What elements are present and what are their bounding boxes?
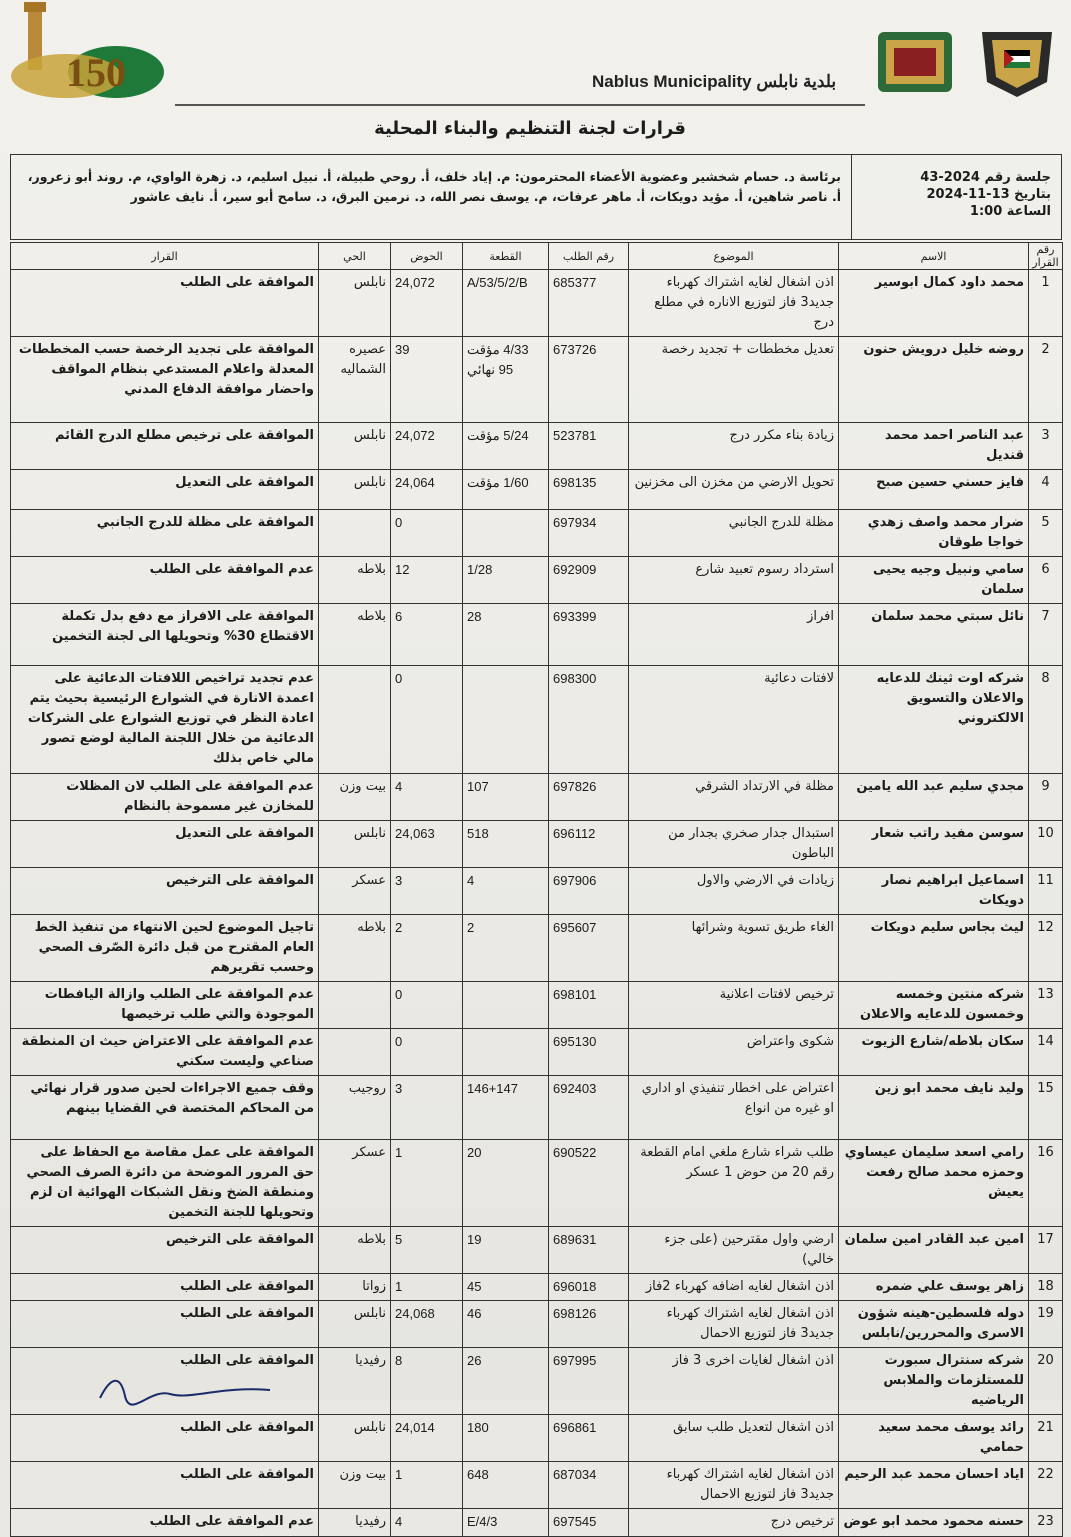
decision-text-cell: عدم الموافقة على الطلب bbox=[11, 1509, 319, 1537]
basin-number-cell: 24,014 bbox=[391, 1415, 463, 1462]
basin-number-cell: 1 bbox=[391, 1274, 463, 1301]
district-cell: عصيره الشماليه bbox=[319, 337, 391, 423]
request-number-cell: 693399 bbox=[549, 604, 629, 666]
plot-number-cell: 28 bbox=[463, 604, 549, 666]
request-number-cell: 697934 bbox=[549, 510, 629, 557]
basin-number-cell: 0 bbox=[391, 510, 463, 557]
column-header-decision: القرار bbox=[11, 243, 319, 270]
request-number-cell: 697826 bbox=[549, 774, 629, 821]
district-cell: رفيديا bbox=[319, 1509, 391, 1537]
district-cell: بلاطه bbox=[319, 557, 391, 604]
decision-text-cell: الموافقة على عمل مقاصة مع الحفاظ على حق المرور الموضحة من دائرة الصرف الصحي ومنطقة الضخ ونقل الشبكات الهوائية ان لزم وتحويلها للجنة التخمين bbox=[11, 1140, 319, 1227]
decision-text-cell: عدم الموافقة على الاعتراض حيث ان المنطقة صناعي وليست سكني bbox=[11, 1029, 319, 1076]
request-number-cell: 695607 bbox=[549, 915, 629, 982]
request-number-cell: 685377 bbox=[549, 270, 629, 337]
applicant-name-cell: اسماعيل ابراهيم نصار دويكات bbox=[839, 868, 1029, 915]
subject-cell: لافتات دعائية bbox=[629, 666, 839, 774]
request-number-cell: 698126 bbox=[549, 1301, 629, 1348]
table-row bbox=[11, 774, 1063, 821]
plot-number-cell bbox=[463, 982, 549, 1029]
page-title: قرارات لجنة التنظيم والبناء المحلية bbox=[374, 118, 686, 139]
plot-number-cell: 1/28 bbox=[463, 557, 549, 604]
plot-number-cell: 45 bbox=[463, 1274, 549, 1301]
table-row bbox=[11, 423, 1063, 470]
basin-number-cell: 4 bbox=[391, 1509, 463, 1537]
subject-cell: مظلة في الارتداد الشرقي bbox=[629, 774, 839, 821]
basin-number-cell: 1 bbox=[391, 1140, 463, 1227]
district-cell: بلاطه bbox=[319, 604, 391, 666]
subject-cell: اذن اشغال لغايات اخرى 3 فاز bbox=[629, 1348, 839, 1415]
basin-number-cell: 24,068 bbox=[391, 1301, 463, 1348]
municipality-emblems bbox=[872, 22, 1062, 102]
decision-text-cell: عدم الموافقة على الطلب وازالة اليافطات الموجودة والتي طلب ترخيصها bbox=[11, 982, 319, 1029]
decision-text-cell: الموافقة على الترخيص bbox=[11, 868, 319, 915]
decision-number-cell: 14 bbox=[1029, 1029, 1063, 1076]
applicant-name-cell: روضه خليل درويش حنون bbox=[839, 337, 1029, 423]
request-number-cell: 696861 bbox=[549, 1415, 629, 1462]
column-header-request: رقم الطلب bbox=[549, 243, 629, 270]
decision-number-cell: 16 bbox=[1029, 1140, 1063, 1227]
decision-text-cell: عدم الموافقة على الطلب bbox=[11, 557, 319, 604]
session-number: جلسة رقم 2024-43 bbox=[920, 170, 1051, 185]
subject-cell: اعتراض على اخطار تنفيذي او اداري او غيره من انواع bbox=[629, 1076, 839, 1140]
subject-cell: اذن اشغال لغايه اشتراك كهرباء جديد3 فاز لتوزيع الاحمال bbox=[629, 1301, 839, 1348]
request-number-cell: 696112 bbox=[549, 821, 629, 868]
applicant-name-cell: رامي اسعد سليمان عيساوي وحمزه محمد صالح رفعت يعيش bbox=[839, 1140, 1029, 1227]
table-row bbox=[11, 470, 1063, 510]
column-header-basin: الحوض bbox=[391, 243, 463, 270]
decision-number-cell: 5 bbox=[1029, 510, 1063, 557]
subject-cell: تعديل مخططات + تجديد رخصة bbox=[629, 337, 839, 423]
plot-number-cell: 648 bbox=[463, 1462, 549, 1509]
svg-text:150: 150 bbox=[66, 50, 126, 95]
decision-text-cell: الموافقة على الطلب bbox=[11, 1415, 319, 1462]
district-cell: بلاطه bbox=[319, 915, 391, 982]
request-number-cell: 689631 bbox=[549, 1227, 629, 1274]
applicant-name-cell: عبد الناصر احمد محمد قنديل bbox=[839, 423, 1029, 470]
table-row bbox=[11, 337, 1063, 423]
decision-number-cell: 19 bbox=[1029, 1301, 1063, 1348]
district-cell: نابلس bbox=[319, 423, 391, 470]
header-divider bbox=[175, 104, 865, 106]
district-cell bbox=[319, 982, 391, 1029]
applicant-name-cell: شركه سنترال سبورت للمستلزمات والملابس الرياضيه bbox=[839, 1348, 1029, 1415]
table-row bbox=[11, 270, 1063, 337]
subject-cell: طلب شراء شارع ملغي امام القطعة رقم 20 من حوض 1 عسكر bbox=[629, 1140, 839, 1227]
request-number-cell: 692403 bbox=[549, 1076, 629, 1140]
decision-text-cell: وقف جميع الاجراءات لحين صدور قرار نهائي من المحاكم المختصة في القضايا بينهم bbox=[11, 1076, 319, 1140]
column-header-subject: الموضوع bbox=[629, 243, 839, 270]
district-cell: روجيب bbox=[319, 1076, 391, 1140]
request-number-cell: 697906 bbox=[549, 868, 629, 915]
decision-number-cell: 10 bbox=[1029, 821, 1063, 868]
table-row bbox=[11, 510, 1063, 557]
basin-number-cell: 12 bbox=[391, 557, 463, 604]
decision-text-cell: الموافقة على الطلب bbox=[11, 1301, 319, 1348]
signature-scribble bbox=[90, 1368, 290, 1400]
applicant-name-cell: سكان بلاطه/شارع الزيوت bbox=[839, 1029, 1029, 1076]
applicant-name-cell: محمد داود كمال ابوسير bbox=[839, 270, 1029, 337]
subject-cell: افراز bbox=[629, 604, 839, 666]
table-body bbox=[11, 270, 1063, 1537]
district-cell: نابلس bbox=[319, 470, 391, 510]
decision-number-cell: 3 bbox=[1029, 423, 1063, 470]
plot-number-cell: 146+147 bbox=[463, 1076, 549, 1140]
request-number-cell: 692909 bbox=[549, 557, 629, 604]
plot-number-cell: A/53/5/2/B bbox=[463, 270, 549, 337]
district-cell: بيت وزن bbox=[319, 1462, 391, 1509]
decision-number-cell: 1 bbox=[1029, 270, 1063, 337]
session-members: برئاسة د. حسام شخشير وعضوية الأعضاء المحترمون: م. إياد خلف، أ. روحي طبيلة، أ. نبيل اسليم، د. زهرة الواوي، م. روند أبو زعرور، أ. ناصر شاهين، أ. مؤيد دويكات، أ. ماهر عرفات، م. يوسف نصر الله، د. نرمين البرق، د. سامح أبو سير، أ. نايف عاشور bbox=[27, 169, 841, 204]
decision-number-cell: 21 bbox=[1029, 1415, 1063, 1462]
district-cell: بلاطه bbox=[319, 1227, 391, 1274]
subject-cell: مظلة للدرج الجانبي bbox=[629, 510, 839, 557]
plot-number-cell: 4/33 مؤقت 95 نهائي bbox=[463, 337, 549, 423]
table-row bbox=[11, 1029, 1063, 1076]
request-number-cell: 690522 bbox=[549, 1140, 629, 1227]
request-number-cell: 697545 bbox=[549, 1509, 629, 1537]
applicant-name-cell: ضرار محمد واصف زهدي خواجا طوقان bbox=[839, 510, 1029, 557]
session-date: بتاريخ 13-11-2024 bbox=[926, 187, 1051, 202]
table-row bbox=[11, 868, 1063, 915]
district-cell bbox=[319, 1029, 391, 1076]
decision-text-cell: الموافقة على تجديد الرخصة حسب المخططات المعدلة واعلام المستدعي بنظام المواقف واحضار موافقة الدفاع المدني bbox=[11, 337, 319, 423]
applicant-name-cell: وليد نايف محمد ابو زين bbox=[839, 1076, 1029, 1140]
subject-cell: اذن اشغال لغايه اشتراك كهرباء جديد3 فاز لتوزيع الاناره في مطلع درج bbox=[629, 270, 839, 337]
applicant-name-cell: شركه منتين وخمسه وخمسون للدعايه والاعلان bbox=[839, 982, 1029, 1029]
district-cell: رفيديا bbox=[319, 1348, 391, 1415]
table-row bbox=[11, 1076, 1063, 1140]
decision-text-cell: عدم الموافقة على الطلب لان المظلات للمخازن غير مسموحة بالنظام bbox=[11, 774, 319, 821]
decision-number-cell: 4 bbox=[1029, 470, 1063, 510]
plot-number-cell: 4 bbox=[463, 868, 549, 915]
decision-number-cell: 11 bbox=[1029, 868, 1063, 915]
plot-number-cell: 26 bbox=[463, 1348, 549, 1415]
request-number-cell: 698135 bbox=[549, 470, 629, 510]
plot-number-cell: 5/24 مؤقت bbox=[463, 423, 549, 470]
basin-number-cell: 5 bbox=[391, 1227, 463, 1274]
basin-number-cell: 3 bbox=[391, 868, 463, 915]
table-row bbox=[11, 821, 1063, 868]
plot-number-cell: E/4/3 bbox=[463, 1509, 549, 1537]
basin-number-cell: 8 bbox=[391, 1348, 463, 1415]
decision-number-cell: 18 bbox=[1029, 1274, 1063, 1301]
decision-text-cell: عدم تجديد تراخيص اللافتات الدعائية على اعمدة الانارة في الشوارع الرئيسية بحيث يتم اعادة النظر في توزيع الشوارع على الشركات الدعائية من خلال اللجنة المالية لوضع تصور مالي خاص بذلك bbox=[11, 666, 319, 774]
letterhead bbox=[0, 0, 1071, 110]
plot-number-cell bbox=[463, 666, 549, 774]
plot-number-cell: 1/60 مؤقت bbox=[463, 470, 549, 510]
decision-number-cell: 13 bbox=[1029, 982, 1063, 1029]
decision-number-cell: 8 bbox=[1029, 666, 1063, 774]
decision-text-cell: الموافقة على التعديل bbox=[11, 470, 319, 510]
decision-number-cell: 22 bbox=[1029, 1462, 1063, 1509]
request-number-cell: 698300 bbox=[549, 666, 629, 774]
request-number-cell: 687034 bbox=[549, 1462, 629, 1509]
decision-number-cell: 9 bbox=[1029, 774, 1063, 821]
applicant-name-cell: رائد يوسف محمد سعيد حمامي bbox=[839, 1415, 1029, 1462]
session-time: الساعة 1:00 bbox=[969, 204, 1051, 219]
table-row bbox=[11, 1140, 1063, 1227]
plot-number-cell: 20 bbox=[463, 1140, 549, 1227]
column-header-no: رقم القرار bbox=[1029, 243, 1063, 270]
district-cell: بيت وزن bbox=[319, 774, 391, 821]
district-cell: زواتا bbox=[319, 1274, 391, 1301]
applicant-name-cell: اياد احسان محمد عبد الرحيم bbox=[839, 1462, 1029, 1509]
plot-number-cell: 180 bbox=[463, 1415, 549, 1462]
district-cell bbox=[319, 510, 391, 557]
column-header-name: الاسم bbox=[839, 243, 1029, 270]
table-header-row bbox=[11, 243, 1063, 270]
table-row bbox=[11, 1227, 1063, 1274]
decision-text-cell: الموافقة على الطلب bbox=[11, 1348, 319, 1415]
decision-text-cell: الموافقة على الطلب bbox=[11, 270, 319, 337]
decision-number-cell: 6 bbox=[1029, 557, 1063, 604]
subject-cell: الغاء طريق تسوية وشرائها bbox=[629, 915, 839, 982]
table-row bbox=[11, 915, 1063, 982]
basin-number-cell: 1 bbox=[391, 1462, 463, 1509]
request-number-cell: 695130 bbox=[549, 1029, 629, 1076]
subject-cell: ارضي واول مقترحين (على جزء خالي) bbox=[629, 1227, 839, 1274]
decision-text-cell: الموافقة على الطلب bbox=[11, 1462, 319, 1509]
basin-number-cell: 0 bbox=[391, 1029, 463, 1076]
decision-text-cell: الموافقة على الترخيص bbox=[11, 1227, 319, 1274]
district-cell: نابلس bbox=[319, 1301, 391, 1348]
plot-number-cell: 2 bbox=[463, 915, 549, 982]
table-row bbox=[11, 1509, 1063, 1537]
request-number-cell: 673726 bbox=[549, 337, 629, 423]
column-header-district: الحي bbox=[319, 243, 391, 270]
district-cell bbox=[319, 666, 391, 774]
subject-cell: شكوى واعتراض bbox=[629, 1029, 839, 1076]
table-row bbox=[11, 1274, 1063, 1301]
decision-text-cell: الموافقة على مظلة للدرج الجانبي bbox=[11, 510, 319, 557]
municipality-title: Nablus Municipality بلدية نابلس bbox=[592, 72, 837, 91]
subject-cell: ترخيص درج bbox=[629, 1509, 839, 1537]
applicant-name-cell: سامي ونبيل وجيه يحيى سلمان bbox=[839, 557, 1029, 604]
plot-number-cell: 518 bbox=[463, 821, 549, 868]
basin-number-cell: 24,072 bbox=[391, 423, 463, 470]
applicant-name-cell: مجدي سليم عبد الله يامين bbox=[839, 774, 1029, 821]
basin-number-cell: 24,064 bbox=[391, 470, 463, 510]
subject-cell: اذن اشغال لغايه اشتراك كهرباء جديد3 فاز لتوزيع الاحمال bbox=[629, 1462, 839, 1509]
subject-cell: استبدال جدار صخري بجدار من الباطون bbox=[629, 821, 839, 868]
request-number-cell: 698101 bbox=[549, 982, 629, 1029]
decisions-table bbox=[10, 242, 1063, 1537]
basin-number-cell: 4 bbox=[391, 774, 463, 821]
district-cell: عسكر bbox=[319, 868, 391, 915]
basin-number-cell: 2 bbox=[391, 915, 463, 982]
basin-number-cell: 3 bbox=[391, 1076, 463, 1140]
subject-cell: اذن اشغال لتعديل طلب سابق bbox=[629, 1415, 839, 1462]
table-row bbox=[11, 666, 1063, 774]
anniversary-150-logo bbox=[6, 2, 166, 102]
subject-cell: اذن اشغال لغايه اضافه كهرباء 2فاز bbox=[629, 1274, 839, 1301]
basin-number-cell: 0 bbox=[391, 982, 463, 1029]
decision-text-cell: تاجيل الموضوع لحين الانتهاء من تنفيذ الخط العام المقترح من قبل دائرة الصّرف الصحي وحسب تقريرهم bbox=[11, 915, 319, 982]
applicant-name-cell: زاهر يوسف علي ضمره bbox=[839, 1274, 1029, 1301]
table-row bbox=[11, 557, 1063, 604]
plot-number-cell: 107 bbox=[463, 774, 549, 821]
decision-text-cell: الموافقة على الطلب bbox=[11, 1274, 319, 1301]
basin-number-cell: 24,072 bbox=[391, 270, 463, 337]
plot-number-cell bbox=[463, 1029, 549, 1076]
basin-number-cell: 24,063 bbox=[391, 821, 463, 868]
request-number-cell: 523781 bbox=[549, 423, 629, 470]
applicant-name-cell: دوله فلسطين-هينه شؤون الاسرى والمحررين/نابلس bbox=[839, 1301, 1029, 1348]
plot-number-cell bbox=[463, 510, 549, 557]
decision-text-cell: الموافقة على الافراز مع دفع بدل تكملة الاقتطاع 30% وتحويلها الى لجنة التخمين bbox=[11, 604, 319, 666]
subject-cell: زيادات في الارضي والاول bbox=[629, 868, 839, 915]
plot-number-cell: 19 bbox=[463, 1227, 549, 1274]
applicant-name-cell: امين عبد القادر امين سلمان bbox=[839, 1227, 1029, 1274]
decision-number-cell: 17 bbox=[1029, 1227, 1063, 1274]
decision-number-cell: 2 bbox=[1029, 337, 1063, 423]
table-row bbox=[11, 1462, 1063, 1509]
applicant-name-cell: نائل سبتي محمد سلمان bbox=[839, 604, 1029, 666]
applicant-name-cell: ليث بجاس سليم دويكات bbox=[839, 915, 1029, 982]
session-info-box bbox=[10, 154, 1062, 240]
decision-text-cell: الموافقة على التعديل bbox=[11, 821, 319, 868]
decision-number-cell: 15 bbox=[1029, 1076, 1063, 1140]
table-row bbox=[11, 1415, 1063, 1462]
basin-number-cell: 0 bbox=[391, 666, 463, 774]
subject-cell: تحويل الارضي من مخزن الى مخزنين bbox=[629, 470, 839, 510]
district-cell: نابلس bbox=[319, 1415, 391, 1462]
applicant-name-cell: فايز حسني حسين صبح bbox=[839, 470, 1029, 510]
table-row bbox=[11, 982, 1063, 1029]
decision-text-cell: الموافقة على ترخيص مطلع الدرج القائم bbox=[11, 423, 319, 470]
subject-cell: استرداد رسوم تعبيد شارع bbox=[629, 557, 839, 604]
column-header-plot: القطعة bbox=[463, 243, 549, 270]
basin-number-cell: 39 bbox=[391, 337, 463, 423]
district-cell: عسكر bbox=[319, 1140, 391, 1227]
subject-cell: زيادة بناء مكرر درج bbox=[629, 423, 839, 470]
session-details bbox=[851, 155, 1061, 239]
applicant-name-cell: سوسن مفيد راتب شعار bbox=[839, 821, 1029, 868]
applicant-name-cell: شركه اوت ثينك للدعايه والاعلان والتسويق الالكتروني bbox=[839, 666, 1029, 774]
district-cell: نابلس bbox=[319, 270, 391, 337]
decision-number-cell: 23 bbox=[1029, 1509, 1063, 1537]
decision-number-cell: 20 bbox=[1029, 1348, 1063, 1415]
subject-cell: ترخيص لافتات اعلانية bbox=[629, 982, 839, 1029]
plot-number-cell: 46 bbox=[463, 1301, 549, 1348]
district-cell: نابلس bbox=[319, 821, 391, 868]
decision-number-cell: 12 bbox=[1029, 915, 1063, 982]
table-row bbox=[11, 604, 1063, 666]
decision-number-cell: 7 bbox=[1029, 604, 1063, 666]
table-row bbox=[11, 1301, 1063, 1348]
basin-number-cell: 6 bbox=[391, 604, 463, 666]
request-number-cell: 696018 bbox=[549, 1274, 629, 1301]
applicant-name-cell: حسنه محمود محمد ابو عوض bbox=[839, 1509, 1029, 1537]
request-number-cell: 697995 bbox=[549, 1348, 629, 1415]
